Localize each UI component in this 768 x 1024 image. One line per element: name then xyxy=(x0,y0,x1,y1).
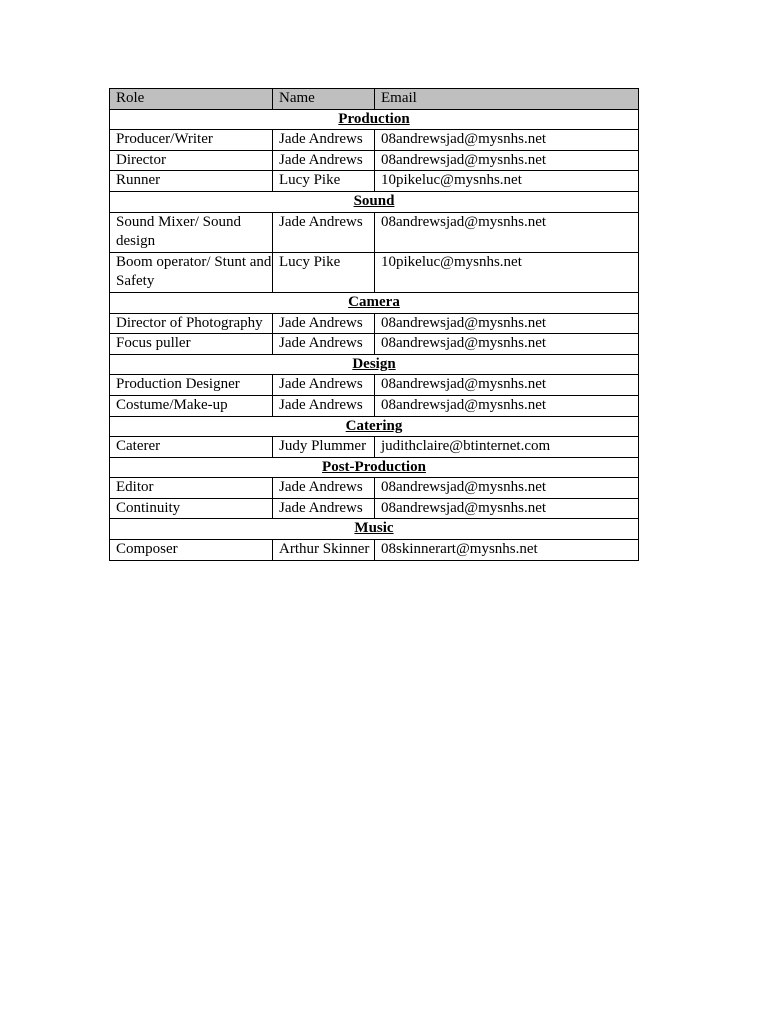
section-row xyxy=(110,519,639,540)
section-title: Post-Production xyxy=(110,457,639,478)
cell-email: 10pikeluc@mysnhs.net xyxy=(375,171,639,192)
section-title: Music xyxy=(110,519,639,540)
cell-name: Jade Andrews xyxy=(273,212,375,252)
section-title: Design xyxy=(110,354,639,375)
cell-email: 08andrewsjad@mysnhs.net xyxy=(375,334,639,355)
cell-role: Editor xyxy=(110,478,273,499)
section-row xyxy=(110,354,639,375)
table-row xyxy=(110,130,639,151)
cell-email: 10pikeluc@mysnhs.net xyxy=(375,252,639,292)
cell-name: Lucy Pike xyxy=(273,252,375,292)
cell-email: 08andrewsjad@mysnhs.net xyxy=(375,395,639,416)
header-role: Role xyxy=(110,89,273,110)
header-name: Name xyxy=(273,89,375,110)
section-title: Sound xyxy=(110,191,639,212)
cell-role: Focus puller xyxy=(110,334,273,355)
section-row xyxy=(110,292,639,313)
table-row xyxy=(110,150,639,171)
cell-name: Jade Andrews xyxy=(273,130,375,151)
cell-role: Costume/Make-up xyxy=(110,395,273,416)
cell-name: Jade Andrews xyxy=(273,395,375,416)
section-row xyxy=(110,416,639,437)
section-title: Production xyxy=(110,109,639,130)
cell-email: judithclaire@btinternet.com xyxy=(375,437,639,458)
cell-name: Arthur Skinner xyxy=(273,540,375,561)
cell-email: 08andrewsjad@mysnhs.net xyxy=(375,498,639,519)
cell-role: Sound Mixer/ Sound design xyxy=(110,212,273,252)
table-row xyxy=(110,334,639,355)
cell-name: Jade Andrews xyxy=(273,478,375,499)
cell-role: Producer/Writer xyxy=(110,130,273,151)
table-row xyxy=(110,540,639,561)
table-row xyxy=(110,313,639,334)
cell-name: Lucy Pike xyxy=(273,171,375,192)
header-email: Email xyxy=(375,89,639,110)
cell-role: Production Designer xyxy=(110,375,273,396)
cell-name: Jade Andrews xyxy=(273,334,375,355)
header-row xyxy=(110,89,639,110)
cell-role: Continuity xyxy=(110,498,273,519)
cell-name: Jade Andrews xyxy=(273,150,375,171)
cell-email: 08andrewsjad@mysnhs.net xyxy=(375,375,639,396)
table-row xyxy=(110,395,639,416)
cell-role: Director of Photography xyxy=(110,313,273,334)
section-title: Camera xyxy=(110,292,639,313)
table-row xyxy=(110,375,639,396)
table-row xyxy=(110,212,639,252)
table-row xyxy=(110,171,639,192)
cell-email: 08andrewsjad@mysnhs.net xyxy=(375,212,639,252)
table-row xyxy=(110,437,639,458)
crew-contact-table xyxy=(109,88,639,561)
table-row xyxy=(110,478,639,499)
cell-email: 08andrewsjad@mysnhs.net xyxy=(375,478,639,499)
table-body xyxy=(110,109,639,560)
cell-email: 08andrewsjad@mysnhs.net xyxy=(375,313,639,334)
cell-email: 08andrewsjad@mysnhs.net xyxy=(375,130,639,151)
cell-role: Director xyxy=(110,150,273,171)
cell-role: Runner xyxy=(110,171,273,192)
cell-name: Jade Andrews xyxy=(273,498,375,519)
cell-name: Jade Andrews xyxy=(273,313,375,334)
cell-role: Caterer xyxy=(110,437,273,458)
section-row xyxy=(110,191,639,212)
section-row xyxy=(110,457,639,478)
table-row xyxy=(110,252,639,292)
section-row xyxy=(110,109,639,130)
section-title: Catering xyxy=(110,416,639,437)
cell-name: Jade Andrews xyxy=(273,375,375,396)
cell-email: 08skinnerart@mysnhs.net xyxy=(375,540,639,561)
cell-email: 08andrewsjad@mysnhs.net xyxy=(375,150,639,171)
table-header xyxy=(110,89,639,110)
table-row xyxy=(110,498,639,519)
cell-name: Judy Plummer xyxy=(273,437,375,458)
cell-role: Boom operator/ Stunt and Safety xyxy=(110,252,273,292)
cell-role: Composer xyxy=(110,540,273,561)
